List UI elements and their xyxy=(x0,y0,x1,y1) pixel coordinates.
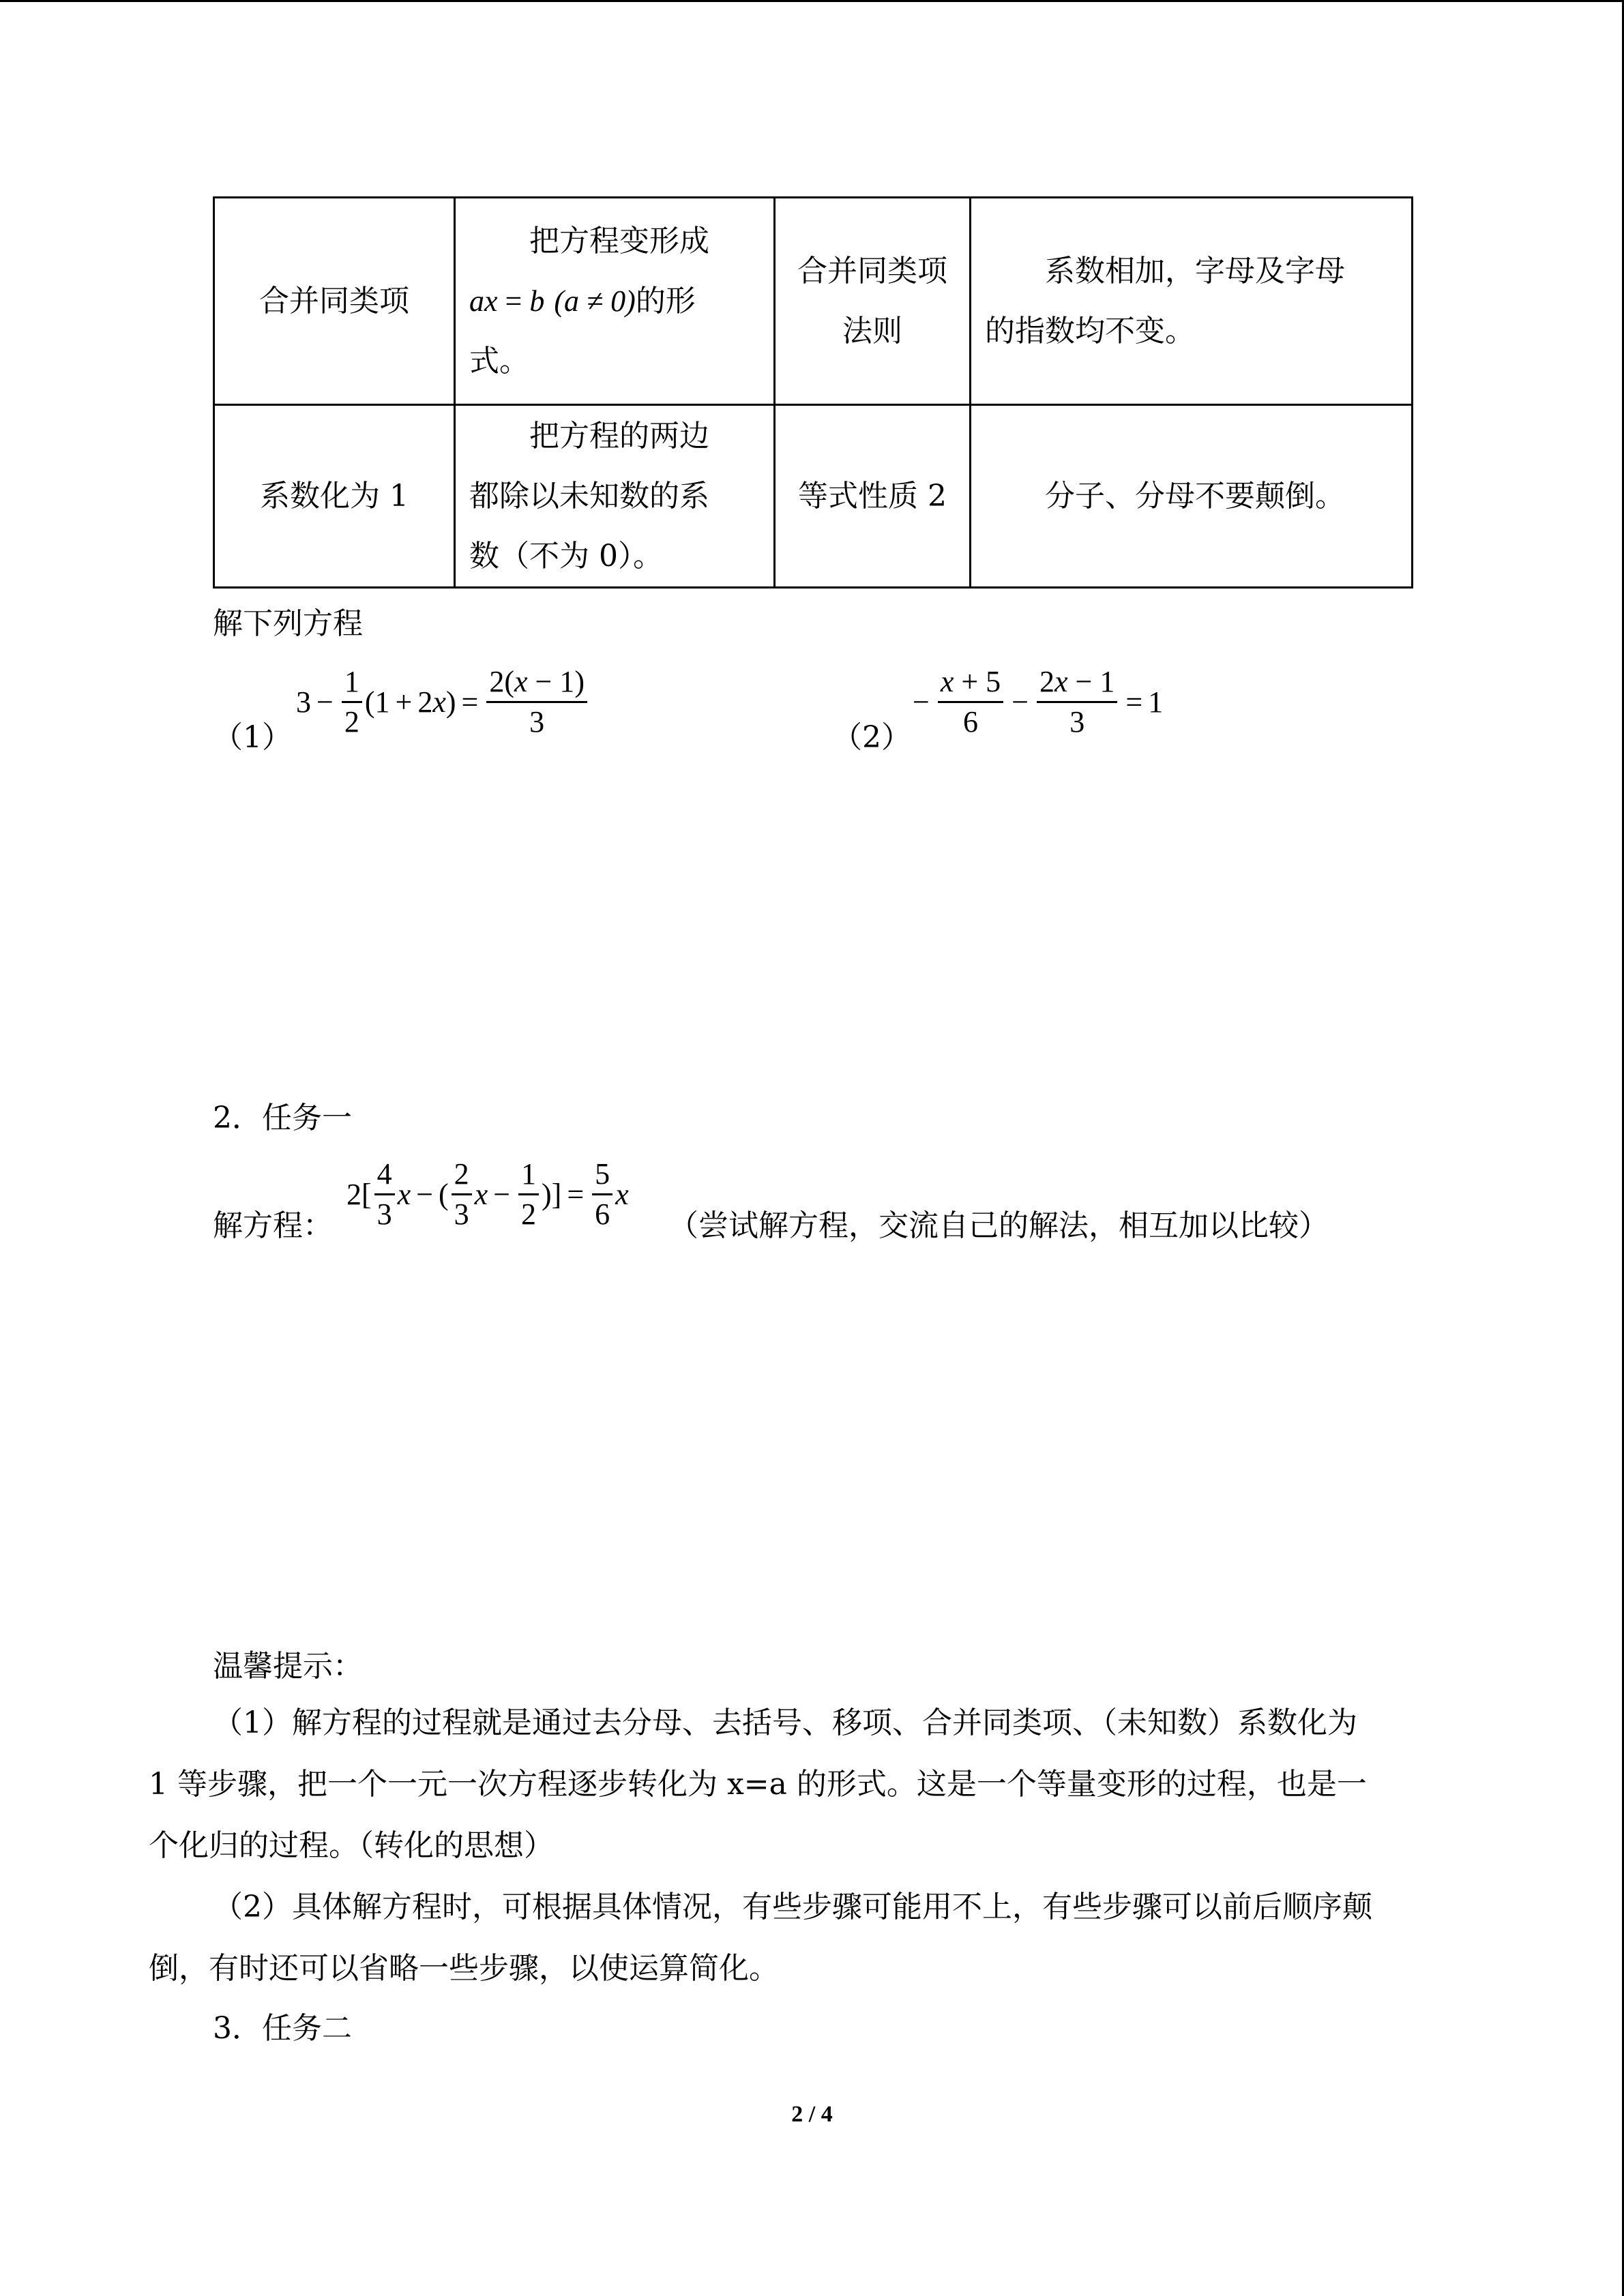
table-cell-method: 把方程变形成 ax = b (a ≠ 0)的形 式。 xyxy=(455,198,775,405)
task1-hint: （尝试解方程，交流自己的解法，相互加以比较） xyxy=(668,1208,1329,1243)
question-1-label: （1） xyxy=(213,720,292,755)
table-row xyxy=(214,198,1413,405)
table-cell-method: 把方程的两边 都除以未知数的系 数（不为 0）。 xyxy=(455,405,775,588)
task1-heading: 2．任务一 xyxy=(213,1101,352,1135)
task1-prompt: 解方程： xyxy=(213,1208,333,1243)
tips-paragraph-1: （1）解方程的过程就是通过去分母、去括号、移项、合并同类项、（未知数）系数化为 1 等步骤，把一个一元一次方程逐步转化为 x=a 的形式。这是一个等量变形的过程，也是一 个化归的过程。（转化的思想） xyxy=(149,1705,1367,1863)
equation-2: − $\frac{x + 5}{6}$ − $\frac{2x - 1}{3}$ = 1 xyxy=(913,665,1164,739)
table-cell-step: 合并同类项 xyxy=(214,198,455,405)
table-cell-step: 系数化为 1 xyxy=(214,405,455,588)
table-row xyxy=(214,405,1413,588)
table-cell-note: 系数相加，字母及字母 的指数均不变。 xyxy=(971,198,1413,405)
tips-heading: 温馨提示： xyxy=(213,1649,363,1684)
equation-1: 3 − $\frac{1}{2}$ (1 + 2 x ) = $\frac{2(x - 1)}{3}$ xyxy=(296,667,590,737)
question-2-label: （2） xyxy=(832,720,911,755)
table-cell-note: 分子、分母不要颠倒。 xyxy=(971,405,1413,588)
task1-equation: 2[ $\frac{4}{3}$ x − ( $\frac{2}{3}$ x − $\frac{1}{2}$ )] = $\frac{5}{6}$ x xyxy=(346,1157,629,1231)
summary-table xyxy=(213,196,1413,588)
table-cell-basis: 等式性质 2 xyxy=(775,405,971,588)
task2-heading: 3．任务二 xyxy=(213,2011,352,2046)
table-cell-basis: 合并同类项 法则 xyxy=(775,198,971,405)
tips-paragraph-2: （2）具体解方程时，可根据具体情况，有些步骤可能用不上，有些步骤可以前后顺序颠 倒，有时还可以省略一些步骤，以使运算简化。 xyxy=(149,1890,1372,1986)
exercise-heading: 解下列方程 xyxy=(213,606,363,641)
page-number: 2 / 4 xyxy=(791,2102,833,2127)
